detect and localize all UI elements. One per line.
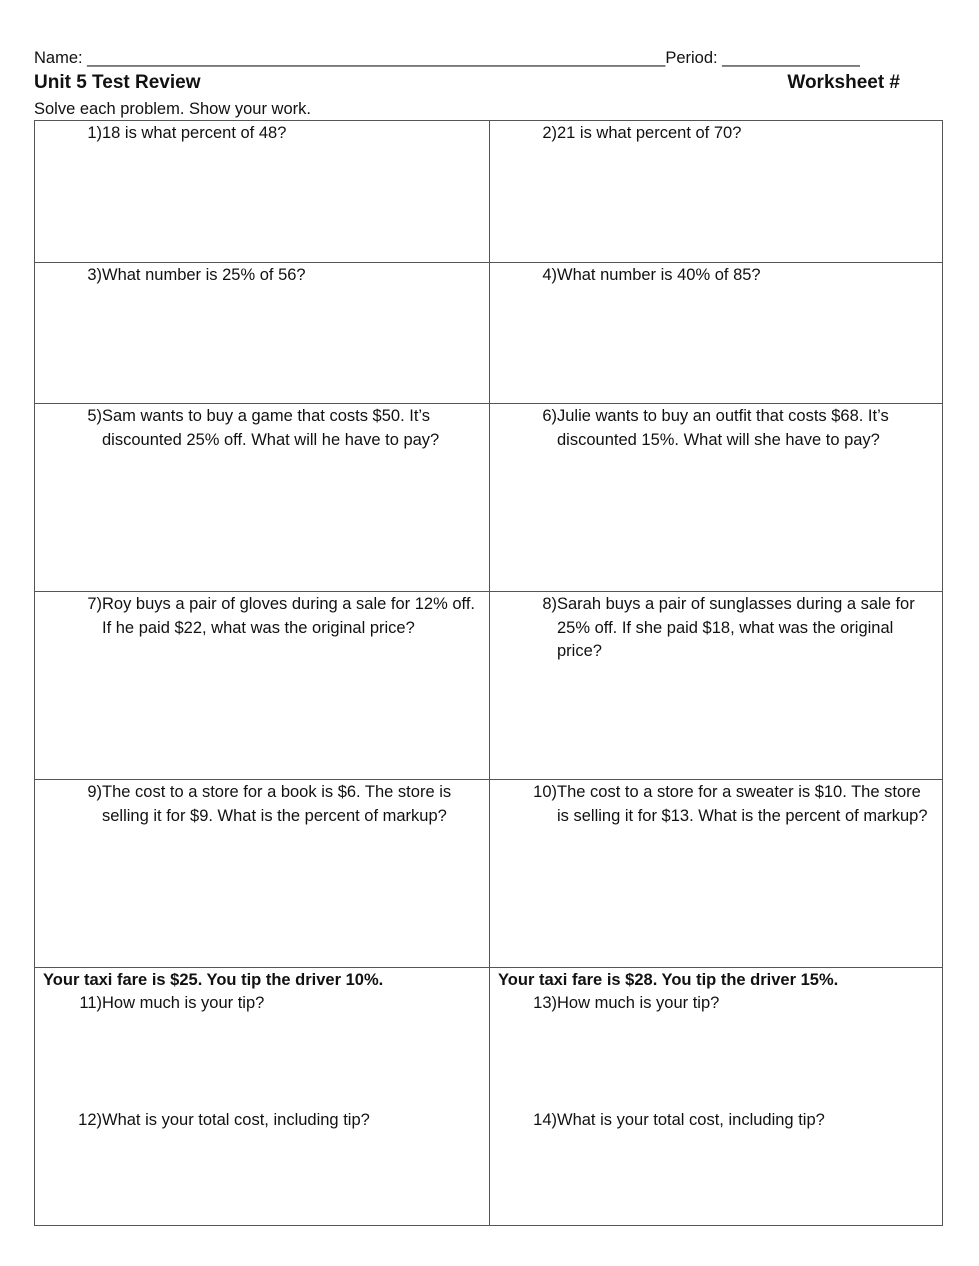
page-title: Unit 5 Test Review <box>34 72 201 93</box>
problem-cell-5[interactable] <box>35 404 490 592</box>
instructions: Solve each problem. Show your work. <box>34 100 311 118</box>
problem-3 <box>72 264 477 288</box>
problem-text: Sam wants to buy a game that costs $50. It’s discounted 25% off. What will he have to pay? <box>102 407 440 449</box>
problem-text: How much is your tip? <box>102 994 265 1012</box>
problem-text: How much is your tip? <box>557 994 720 1012</box>
problem-cell-8[interactable] <box>490 592 942 780</box>
problem-6 <box>527 405 932 452</box>
taxi-heading: Your taxi fare is $25. You tip the driver 10%. <box>43 971 384 989</box>
problem-number: 3) <box>87 266 102 284</box>
problem-cell-1[interactable] <box>35 121 490 263</box>
problem-13 <box>527 992 932 1016</box>
problem-text: Julie wants to buy an outfit that costs $68. It’s discounted 15%. What will she have to pay? <box>557 407 889 449</box>
problem-11 <box>72 992 477 1016</box>
problem-1 <box>72 122 477 146</box>
problem-2 <box>527 122 932 146</box>
name-period-line <box>34 48 943 68</box>
problem-cell-3[interactable] <box>35 263 490 404</box>
problem-5 <box>72 405 477 452</box>
problem-8 <box>527 593 932 664</box>
problem-text: What is your total cost, including tip? <box>102 1111 370 1129</box>
problem-7 <box>72 593 477 640</box>
problem-number: 2) <box>542 124 557 142</box>
problem-text: Sarah buys a pair of sunglasses during a sale for 25% off. If she paid $18, what was the original price? <box>557 595 915 660</box>
problem-10 <box>527 781 932 828</box>
problem-grid <box>34 120 943 1226</box>
problem-12 <box>72 1109 477 1133</box>
problem-number: 5) <box>87 407 102 425</box>
problem-cell-10[interactable] <box>490 780 942 968</box>
name-field[interactable]: Name: _______________________________________________________________ <box>34 49 666 67</box>
problem-cell-9[interactable] <box>35 780 490 968</box>
problem-number: 9) <box>87 783 102 801</box>
problem-9 <box>72 781 477 828</box>
problem-text: 21 is what percent of 70? <box>557 124 742 142</box>
title-row <box>34 72 900 96</box>
problem-text: What number is 25% of 56? <box>102 266 306 284</box>
taxi-cell-left[interactable] <box>35 968 490 1225</box>
problem-number: 4) <box>542 266 557 284</box>
problem-text: The cost to a store for a sweater is $10. The store is selling it for $13. What is the percent of markup? <box>557 783 928 825</box>
problem-text: What is your total cost, including tip? <box>557 1111 825 1129</box>
problem-text: 18 is what percent of 48? <box>102 124 287 142</box>
problem-cell-2[interactable] <box>490 121 942 263</box>
problem-text: Roy buys a pair of gloves during a sale for 12% off. If he paid $22, what was the original price? <box>102 595 475 637</box>
problem-number: 10) <box>533 783 557 801</box>
problem-number: 11) <box>79 994 102 1012</box>
problem-number: 7) <box>87 595 102 613</box>
problem-number: 12) <box>78 1111 102 1129</box>
taxi-heading: Your taxi fare is $28. You tip the driver 15%. <box>498 971 839 989</box>
period-field[interactable]: Period: _______________ <box>665 49 860 67</box>
problem-number: 1) <box>87 124 102 142</box>
problem-text: The cost to a store for a book is $6. The store is selling it for $9. What is the percent of markup? <box>102 783 452 825</box>
problem-number: 8) <box>542 595 557 613</box>
taxi-cell-right[interactable] <box>490 968 942 1225</box>
problem-cell-6[interactable] <box>490 404 942 592</box>
problem-number: 6) <box>542 407 557 425</box>
problem-4 <box>527 264 932 288</box>
problem-number: 14) <box>533 1111 557 1129</box>
problem-14 <box>527 1109 932 1133</box>
problem-cell-7[interactable] <box>35 592 490 780</box>
problem-text: What number is 40% of 85? <box>557 266 761 284</box>
problem-number: 13) <box>533 994 557 1012</box>
problem-cell-4[interactable] <box>490 263 942 404</box>
worksheet-label: Worksheet # <box>787 72 900 93</box>
